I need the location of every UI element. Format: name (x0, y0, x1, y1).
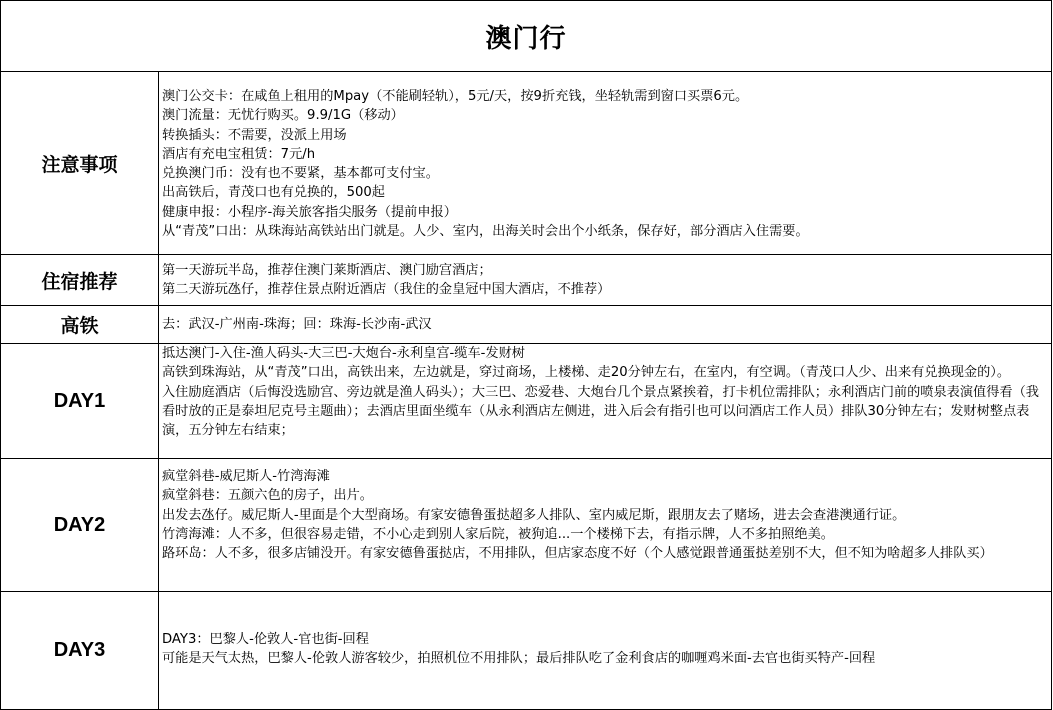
row-day2 (0, 459, 1052, 592)
train-line: 去：武汉-广州南-珠海；回：珠海-长沙南-武汉 (162, 317, 432, 332)
day2-line: 出发去氹仔。威尼斯人-里面是个大型商场。有家安德鲁蛋挞超多人排队、室内威尼斯，跟朋友去了赌场，进去会查港澳通行证。 (162, 507, 906, 523)
stay-line: 第一天游玩半岛，推荐住澳门莱斯酒店、澳门励宫酒店； (162, 263, 492, 278)
note-line: 从“青茂”口出：从珠海站高铁站出门就是。人少、室内，出海关时会出个小纸条，保存好，部分酒店入住需要。 (162, 224, 809, 240)
day2-line: 疯堂斜巷：五颜六色的房子，出片。 (162, 488, 373, 504)
row-stay (0, 255, 1052, 306)
row-content-notes (161, 72, 1047, 254)
row-content-stay (161, 255, 1047, 305)
note-line: 出高铁后，青茂口也有兑换的，500起 (162, 185, 385, 201)
page-title: 澳门行 (485, 23, 567, 54)
row-label-day2: DAY2 (1, 459, 159, 591)
day2-line: 疯堂斜巷-威尼斯人-竹湾海滩 (162, 469, 330, 484)
day2-line: 路环岛：人不多，很多店铺没开。有家安德鲁蛋挞店，不用排队，但店家态度不好（个人感觉跟普通蛋挞差别不大，但不知为啥超多人排队买） (162, 546, 993, 562)
row-notes (0, 72, 1052, 255)
row-content-train (161, 306, 1047, 343)
day1-line: 抵达澳门-入住-渔人码头-大三巴-大炮台-永利皇宫-缆车-发财树 (162, 346, 525, 361)
row-label-day1: DAY1 (1, 344, 159, 458)
day1-line: 高铁到珠海站，从“青茂”口出，高铁出来，左边就是，穿过商场，上楼梯、走20分钟左右，在室内，有空调。（青茂口人少、出来有兑换现金的）。 (162, 365, 1011, 381)
day3-line: 可能是天气太热，巴黎人-伦敦人游客较少，拍照机位不用排队；最后排队吃了金利食店的咖喱鸡米面-去官也街买特产-回程 (162, 651, 876, 667)
day2-line: 竹湾海滩：人不多，但很容易走错，不小心走到别人家后院，被狗追...一个楼梯下去，有指示牌，人不多拍照绝美。 (162, 526, 834, 542)
day3-line: DAY3：巴黎人-伦敦人-官也街-回程 (162, 632, 369, 647)
row-label-train: 高铁 (1, 306, 159, 343)
row-content-day1 (161, 344, 1047, 458)
row-label-day3: DAY3 (1, 592, 159, 709)
title-row (0, 0, 1052, 72)
row-day1 (0, 344, 1052, 459)
note-line: 澳门流量：无忧行购买。9.9/1G（移动） (162, 108, 404, 124)
note-line: 健康申报：小程序-海关旅客指尖服务（提前申报） (162, 204, 457, 220)
row-label-notes: 注意事项 (1, 72, 159, 254)
note-line: 兑换澳门币：没有也不要紧，基本都可支付宝。 (162, 166, 439, 182)
row-day3 (0, 592, 1052, 710)
day1-line: 入住励庭酒店（后悔没选励宫、旁边就是渔人码头）；大三巴、恋爱巷、大炮台几个景点紧挨着，打卡机位需排队；永利酒店门前的喷泉表演值得看（我看时放的正是泰坦尼克号主题曲）；去酒店里面坐缆车（从永利酒店左侧进，进入后会有指引也可以问酒店工作人员）排队30分钟左右；发财树整点表演，五分钟左右结束； (162, 384, 1039, 439)
row-content-day2 (161, 459, 1047, 591)
note-line: 转换插头：不需要，没派上用场 (162, 127, 347, 143)
row-train (0, 306, 1052, 344)
row-content-day3 (161, 592, 1047, 709)
note-line: 澳门公交卡：在咸鱼上租用的Mpay（不能刷轻轨），5元/天，按9折充钱，坐轻轨需到窗口买票6元。 (162, 89, 749, 104)
row-label-stay: 住宿推荐 (1, 255, 159, 305)
stay-line: 第二天游玩氹仔，推荐住景点附近酒店（我住的金皇冠中国大酒店，不推荐） (162, 282, 611, 298)
note-line: 酒店有充电宝租赁：7元/h (162, 146, 316, 162)
